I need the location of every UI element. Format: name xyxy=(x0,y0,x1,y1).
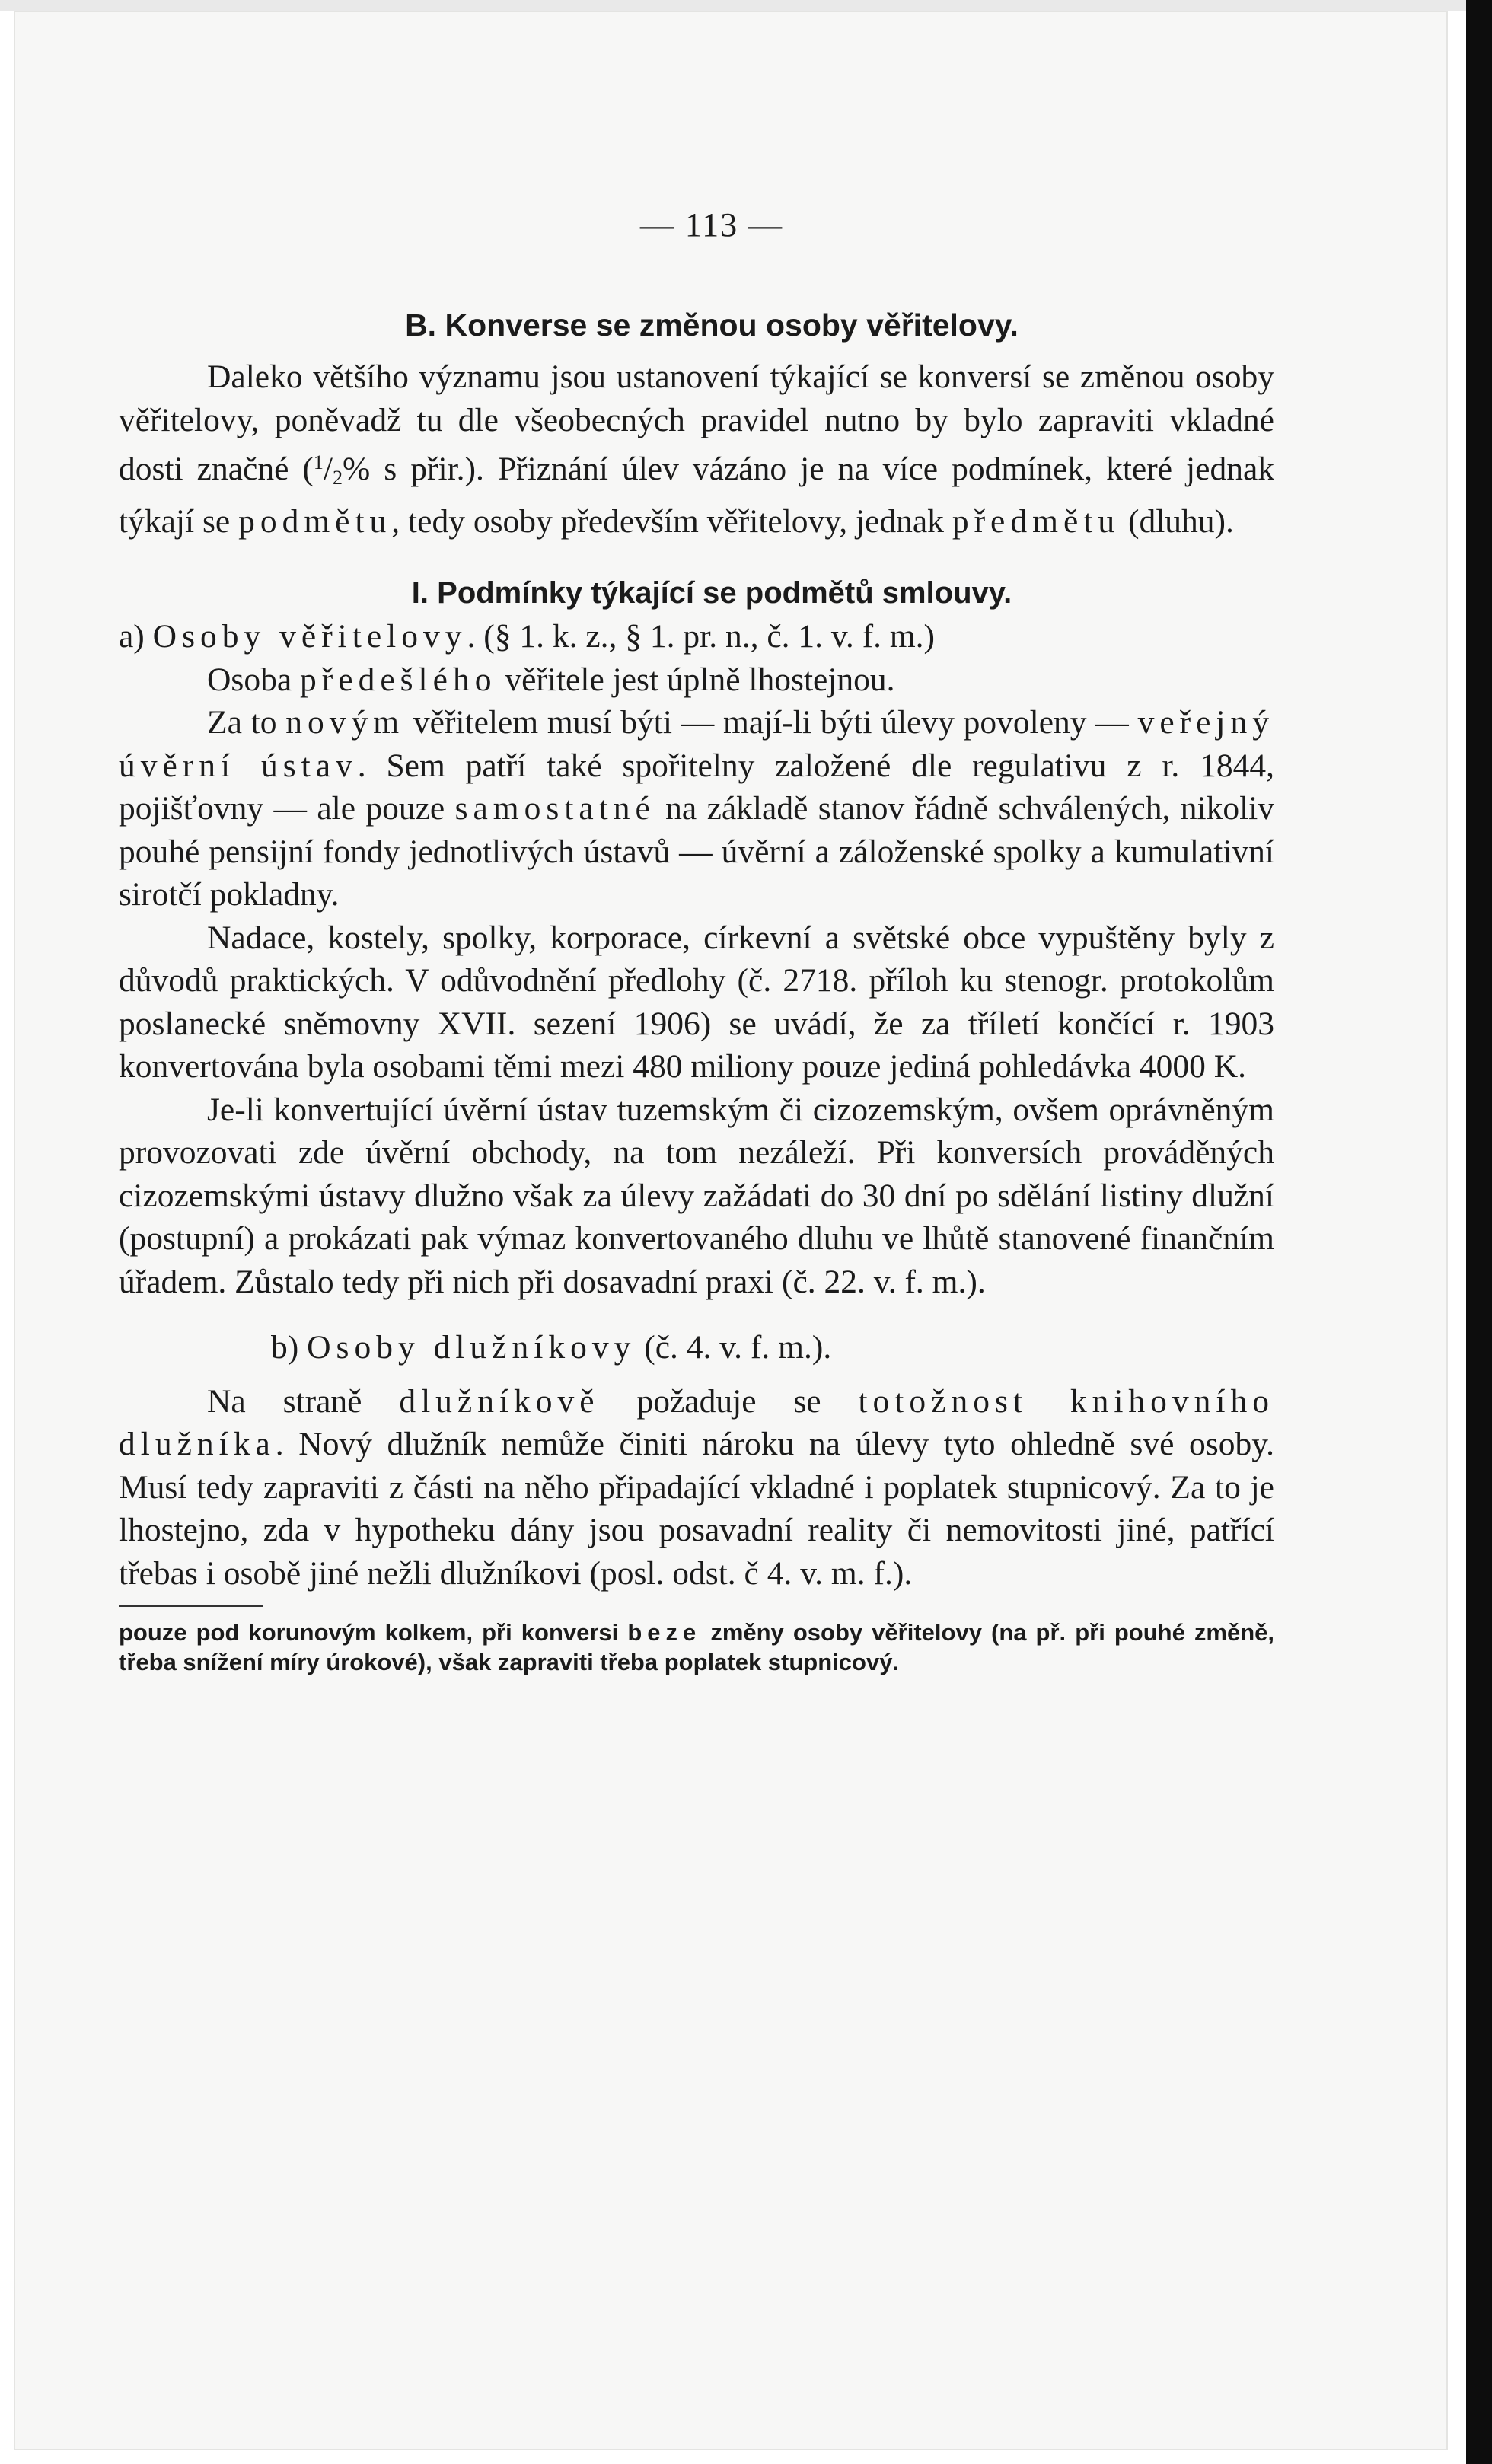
page-content xyxy=(119,206,1274,1677)
paragraph-za-to xyxy=(119,701,1274,916)
emphasis-verejny-uverni-ustav: veřejný úvěrní ústav xyxy=(119,704,1274,784)
fraction-denominator: 2 xyxy=(333,467,343,489)
na-strane-text-2: požaduje se xyxy=(599,1382,859,1420)
point-a-reference: . (§ 1. k. z., § 1. pr. n., č. 1. v. f. m.) xyxy=(467,618,936,655)
emphasis-totoznost: totožnost knihovního dlužníka xyxy=(119,1382,1274,1462)
intro-text-4: (dluhu). xyxy=(1120,502,1234,540)
point-b-title: Osoby dlužníkovy xyxy=(307,1329,636,1366)
point-a-label: a) xyxy=(119,618,153,655)
intro-text-3: , tedy osoby především věřitelovy, jednak xyxy=(391,502,952,540)
intro-text-2: % s přir.). Přiznání úlev vázáno je na více podmínek, které jednak týkají se xyxy=(119,451,1274,540)
paragraph-nadace: Nadace, kostely, spolky, korporace, církevní a světské obce vypuštěny byly z důvodů praktických. V odůvodnění předlohy (č. 2718. příloh ku stenogr. protokolům poslanecké sněmovny XVII. sezení 1906) se uvádí, že za tříletí končící r. 1903 konvertována byla osobami těmi mezi 480 miliony pouze jediná pohledávka 4000 K. xyxy=(119,919,1274,1085)
emphasis-podmetu: podmětu xyxy=(238,502,392,540)
scan-top-edge xyxy=(0,0,1492,11)
emphasis-predesleho: předešlého xyxy=(300,661,497,698)
subheading-conditions: I. Podmínky týkající se podmětů smlouvy. xyxy=(411,576,1012,610)
intro-text-1: Daleko většího významu jsou ustanovení týkající se konversí se změnou osoby věřitelovy, poněvadž tu dle všeobecných pravidel nutno by bylo zapraviti vkladné dosti značné ( xyxy=(119,359,1274,487)
emphasis-predmetu: předmětu xyxy=(952,502,1121,540)
paragraph-jeli: Je-li konvertující úvěrní ústav tuzemským či cizozemským, ovšem oprávněným provozovati zde úvěrní obchody, na tom nezáleží. Při konversích prováděných cizozemskými ústavy dlužno však za úlevy zažádati do 30 dní po sdělání listiny dlužní (postupní) a prokázati pak výmaz konvertovaného dluhu ve lhůtě stanovené finančním úřadem. Zůstalo tedy při nich při dosavadní praxi (č. 22. v. f. m.). xyxy=(119,1091,1274,1300)
za-to-text-4: na základě stanov řádně schválených, nikoliv pouhé pensijní fondy jednotlivých ústavů — úvěrní a záloženské spolky a kumulativní sirotčí pokladny. xyxy=(119,790,1274,913)
section-heading: B. Konverse se změnou osoby věřitelovy. xyxy=(405,308,1019,343)
osoba-text-2: věřitele jest úplně lhostejnou. xyxy=(496,661,895,698)
scan-right-edge xyxy=(1466,0,1492,2464)
paragraph-na-strane xyxy=(119,1380,1274,1595)
emphasis-dluznikove: dlužníkově xyxy=(399,1382,600,1420)
point-b-reference: (č. 4. v. f. m.). xyxy=(636,1329,832,1366)
point-a-title: Osoby věřitelovy xyxy=(152,618,467,655)
paragraph-osoba xyxy=(119,658,1274,702)
za-to-text-2: věřitelem musí býti — mají-li býti úlevy povoleny — xyxy=(404,704,1138,741)
na-strane-text-1: Na straně xyxy=(207,1382,400,1420)
footnote-text-1: pouze pod korunovým kolkem, při konversi xyxy=(119,1619,628,1646)
page-number: — 113 — xyxy=(639,206,784,244)
footnote xyxy=(119,1618,1274,1677)
point-a-heading xyxy=(119,615,1274,658)
fraction-numerator: 1 xyxy=(313,451,324,473)
za-to-text-3: . Sem patří také spořitelny založené dle regulativu z r. 1844, pojišťovny — ale pouze xyxy=(119,747,1274,827)
footnote-text-2: změny osoby věřitelovy (na př. při pouhé změně, třeba snížení míry úrokové), však zapraviti třeba poplatek stupnicový. xyxy=(119,1619,1275,1675)
footnote-divider xyxy=(119,1605,263,1607)
za-to-text-1: Za to xyxy=(207,704,286,741)
emphasis-samostatne: samostatné xyxy=(454,790,655,827)
emphasis-beze: beze xyxy=(627,1619,702,1646)
osoba-text-1: Osoba xyxy=(207,661,301,698)
intro-paragraph: Daleko většího významu jsou ustanovení týkající se konversí se změnou osoby věřitelovy, poněvadž tu dle všeobecných pravidel nutno by bylo zapraviti vkladné dosti značné ($^1/_2\%$ s přir.). Přiznání úlev vázáno je na více podmínek, které jednak týkají se podmětu, tedy osoby především věřitelovy, jednak předmětu (dluhu). xyxy=(119,359,1274,540)
emphasis-novym: novým xyxy=(285,704,405,741)
na-strane-text-3: . Nový dlužník nemůže činiti nároku na úlevy tyto ohledně své osoby. Musí tedy zapraviti z části na něho připadající vkladné i poplatek stupnicový. Za to je lhostejno, zda v hypotheku dány jsou posavadní reality či nemovitosti jiné, patřící třebas i osobě jiné nežli dlužníkovi (posl. odst. č 4. v. m. f.). xyxy=(119,1426,1274,1592)
point-b-label: b) xyxy=(271,1329,308,1366)
point-b-heading xyxy=(119,1326,1274,1369)
